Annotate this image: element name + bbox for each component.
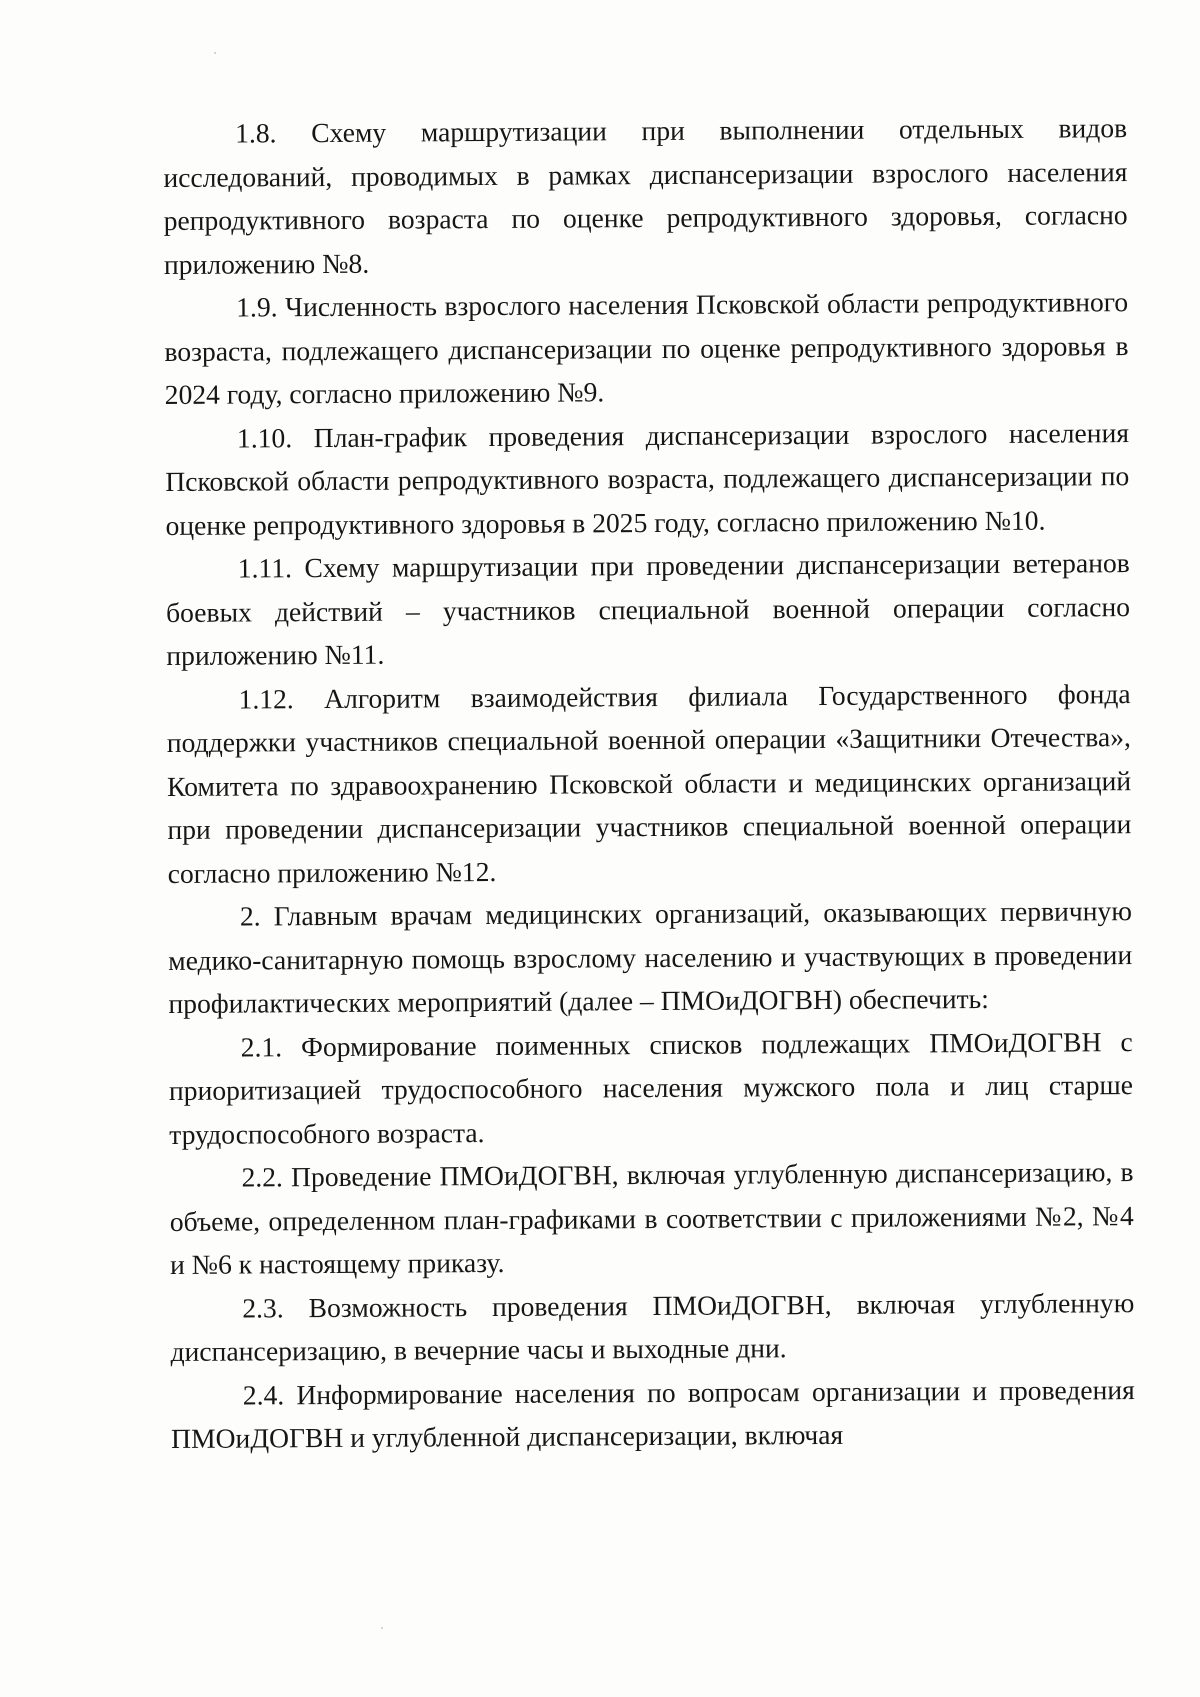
paragraph-2-1: 2.1. Формирование поименных списков подлежащих ПМОиДОГВН с приоритизацией трудоспособного населения мужского пола и лиц старше трудоспособного возраста.	[168, 1025, 1134, 1150]
paragraph-1-9: 1.9. Численность взрослого населения Псковской области репродуктивного возраста, подлежащего диспансеризации по оценке репродуктивного здоровья в 2024 году, согласно приложению №9.	[164, 286, 1129, 410]
paragraph-2-4: 2.4. Информирование населения по вопросам организации и проведения ПМОиДОГВН и углубленной диспансеризации, включая	[171, 1373, 1135, 1454]
paragraph-2: 2. Главным врачам медицинских организаций, оказывающих первичную медико-санитарную помощь взрослому населению и участвующих в проведении профилактических мероприятий (далее – ПМОиДОГВН) обеспечить:	[168, 895, 1133, 1019]
scan-speck	[214, 52, 216, 54]
paragraph-1-8: 1.8. Схему маршрутизации при выполнении отдельных видов исследований, проводимых в рамках диспансеризации взрослого населения репродуктивного возраста по оценке репродуктивного здоровья, согласно приложению №8.	[163, 112, 1128, 280]
paragraph-1-12: 1.12. Алгоритм взаимодействия филиала Государственного фонда поддержки участников специальной военной операции «Защитники Отечества», Комитета по здравоохранению Псковской области и медицинских организаций при проведении диспансеризации участников специальной военной операции согласно приложению №12.	[166, 677, 1132, 889]
paragraph-1-10: 1.10. План-график проведения диспансеризации взрослого населения Псковской области репродуктивного возраста, подлежащего диспансеризации по оценке репродуктивного здоровья в 2025 году, согласно приложению №10.	[165, 416, 1130, 541]
paragraph-2-3: 2.3. Возможность проведения ПМОиДОГВН, включая углубленную диспансеризацию, в вечерние часы и выходные дни.	[170, 1286, 1135, 1367]
document-body	[163, 106, 1135, 1460]
scan-speck	[381, 1627, 383, 1629]
paragraph-2-2: 2.2. Проведение ПМОиДОГВН, включая углубленную диспансеризацию, в объеме, определенном план-графиками в соответствии с приложениями №2, №4 и №6 к настоящему приказу.	[169, 1156, 1134, 1280]
paragraph-1-11: 1.11. Схему маршрутизации при проведении диспансеризации ветеранов боевых действий – участников специальной военной операции согласно приложению №11.	[165, 547, 1131, 671]
